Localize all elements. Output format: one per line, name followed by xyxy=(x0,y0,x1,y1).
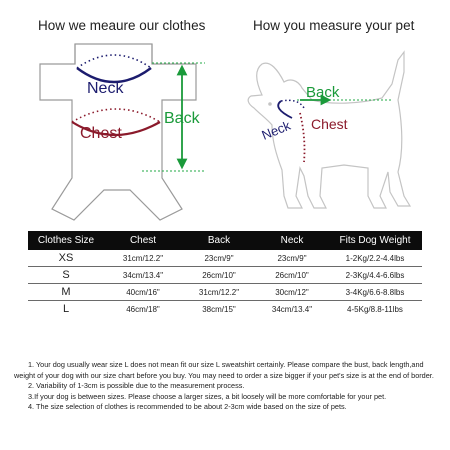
note-2: 2. Variability of 1-3cm is possible due to the measurement process. xyxy=(28,381,245,391)
size-chart-table xyxy=(28,231,422,317)
neck-cell: 34cm/13.4" xyxy=(271,304,313,314)
weight-cell: 1-2Kg/2.2-4.4lbs xyxy=(328,250,422,267)
garment-back-label: Back xyxy=(164,110,200,127)
dog-neck-ring xyxy=(278,100,304,118)
header-chest: Chest xyxy=(104,231,182,250)
table-row xyxy=(28,250,422,267)
size-cell: L xyxy=(62,303,70,315)
back-cell: 31cm/12.2" xyxy=(182,284,256,301)
dog-chest-label: Chest xyxy=(311,116,348,132)
garment-chest-label: Chest xyxy=(80,125,122,142)
note-4: 4. The size selection of clothes is recommended to be about 2-3cm wide based on the size of pets. xyxy=(28,402,347,412)
chest-cell: 46cm/18" xyxy=(126,304,160,314)
dog-back-label: Back xyxy=(306,84,340,101)
header-clothes-size: Clothes Size xyxy=(28,231,104,250)
size-notes xyxy=(14,360,442,413)
neck-ring xyxy=(77,55,151,82)
size-cell: S xyxy=(28,267,104,284)
weight-cell: 4-5Kg/8.8-11lbs xyxy=(347,304,403,314)
neck-cell: 26cm/10" xyxy=(256,267,328,284)
note-1: 1. Your dog usually wear size L does not mean fit our size L sweatshirt certainly. Please compare the bust, back length,and weight of your dog with our size chart before you buy. You may need to order a size bigger if your pet's size is at the end of border. xyxy=(14,360,434,380)
table-row xyxy=(28,267,422,284)
pet-measure-heading: How you measure your pet xyxy=(253,18,415,33)
table-header-row xyxy=(28,231,422,250)
table-row xyxy=(28,301,422,318)
dog-chest-ring xyxy=(300,113,305,162)
back-cell: 38cm/15" xyxy=(202,304,236,314)
note-3: 3.If your dog is between sizes. Please choose a larger sizes, a bit loosely will be more comfortable for your pet. xyxy=(28,391,387,401)
garment-neck-label: Neck xyxy=(87,80,124,97)
header-fits-dog-weight: Fits Dog Weight xyxy=(328,231,422,250)
table-row xyxy=(28,284,422,301)
header-neck: Neck xyxy=(256,231,328,250)
chest-cell: 34cm/13.4" xyxy=(104,267,182,284)
back-cell: 23cm/9" xyxy=(182,250,256,267)
size-cell: XS xyxy=(28,250,104,267)
weight-cell: 3-4Kg/6.6-8.8lbs xyxy=(328,284,422,301)
back-cell: 26cm/10" xyxy=(182,267,256,284)
dog-neck-label: Neck xyxy=(259,117,293,143)
neck-cell: 30cm/12" xyxy=(256,284,328,301)
header-back: Back xyxy=(182,231,256,250)
neck-cell: 23cm/9" xyxy=(256,250,328,267)
chest-cell: 40cm/16" xyxy=(104,284,182,301)
clothes-measure-heading: How we meaure our clothes xyxy=(38,18,206,33)
chest-cell: 31cm/12.2" xyxy=(104,250,182,267)
size-cell: M xyxy=(28,284,104,301)
weight-cell: 2-3Kg/4.4-6.6lbs xyxy=(328,267,422,284)
